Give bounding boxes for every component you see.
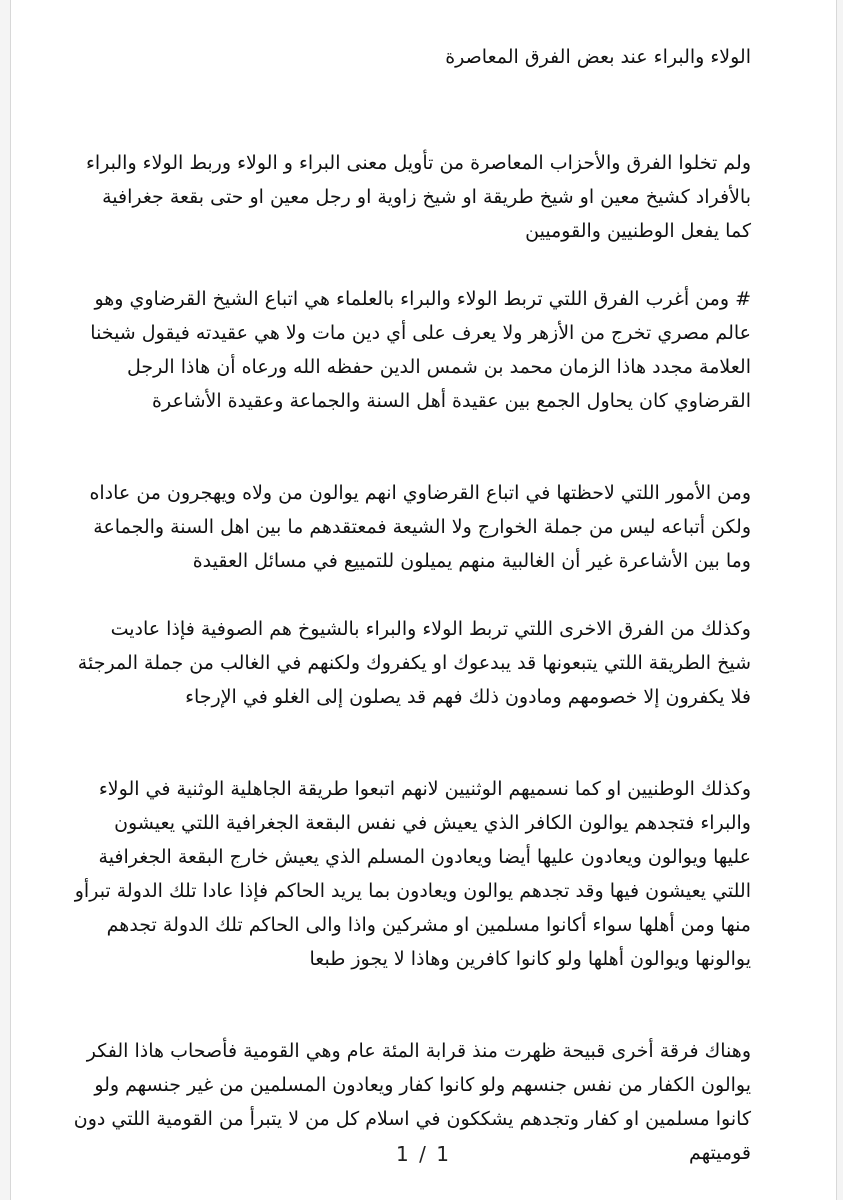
document-body (71, 40, 751, 1170)
paragraph-6: وهناك فرقة أخرى قبيحة ظهرت منذ قرابة المئة عام وهي القومية فأصحاب هاذا الفكر يوالون الكفار من نفس جنسهم ولو كانوا كفار ويعادون المسلمين من غير جنسهم ولو كانوا مسلمين او كفار وتجدهم يشككون في اسلام كل من لا يتبرأ من القومية اللتي دون قوميتهم (73, 1040, 751, 1164)
paragraph-1: ولم تخلوا الفرق والأحزاب المعاصرة من تأويل معنى البراء و الولاء وربط الولاء والبراء بالأفراد كشيخ معين او شيخ طريقة او شيخ زاوية او رجل معين او حتى بقعة جغرافية كما يفعل الوطنيين والقوميين (85, 152, 751, 242)
document-title: الولاء والبراء عند بعض الفرق المعاصرة (445, 46, 751, 68)
paragraph-3: ومن الأمور اللتي لاحظتها في اتباع القرضاوي انهم يوالون من ولاه ويهجرون من عاداه ولكن أتباعه ليس من جملة الخوارج ولا الشيعة فمعتقدهم ما بين اهل السنة والجماعة وما بين الأشاعرة غير أن الغالبية منهم يميلون للتمييع في مسائل العقيدة (89, 482, 751, 572)
document-page (10, 0, 837, 1200)
paragraph-5: وكذلك الوطنيين او كما نسميهم الوثنيين لانهم اتبعوا طريقة الجاهلية الوثنية في الولاء والبراء فتجدهم يوالون الكافر الذي يعيش في نفس البقعة الجغرافية اللتي يعيشون عليها ويوالون ويعادون عليها أيضا ويعادون المسلم الذي يعيش خارج البقعة الجغرافية اللتي يعيشون فيها وقد تجدهم يوالون ويعادون بما يريد الحاكم فإذا عادا تلك الدولة تبرأو منها ومن أهلها سواء أكانوا مسلمين او مشركين واذا والى الحاكم تلك الدولة تجدهم يوالونها ويوالون أهلها ولو كانوا كافرين وهاذا لا يجوز طبعا (74, 778, 751, 970)
paragraph-4: وكذلك من الفرق الاخرى اللتي تربط الولاء والبراء بالشيوخ هم الصوفية فإذا عاديت شيخ الطريقة اللتي يتبعونها قد يبدعوك او يكفروك ولكنهم في الغالب من جملة المرجئة فلا يكفرون إلا خصومهم ومادون ذلك فهم قد يصلون إلى الغلو في الإرجاء (77, 618, 751, 708)
page-indicator: 1 / 1 (396, 1142, 451, 1166)
paragraph-2: # ومن أغرب الفرق اللتي تربط الولاء والبراء بالعلماء هي اتباع الشيخ القرضاوي وهو عالم مصري تخرج من الأزهر ولا يعرف على أي دين مات ولا هي عقيدته فيقول شيخنا العلامة مجدد هاذا الزمان محمد بن شمس الدين حفظه الله ورعاه أن هاذا الرجل القرضاوي كان يحاول الجمع بين عقيدة أهل السنة والجماعة وعقيدة الأشاعرة (90, 288, 751, 412)
